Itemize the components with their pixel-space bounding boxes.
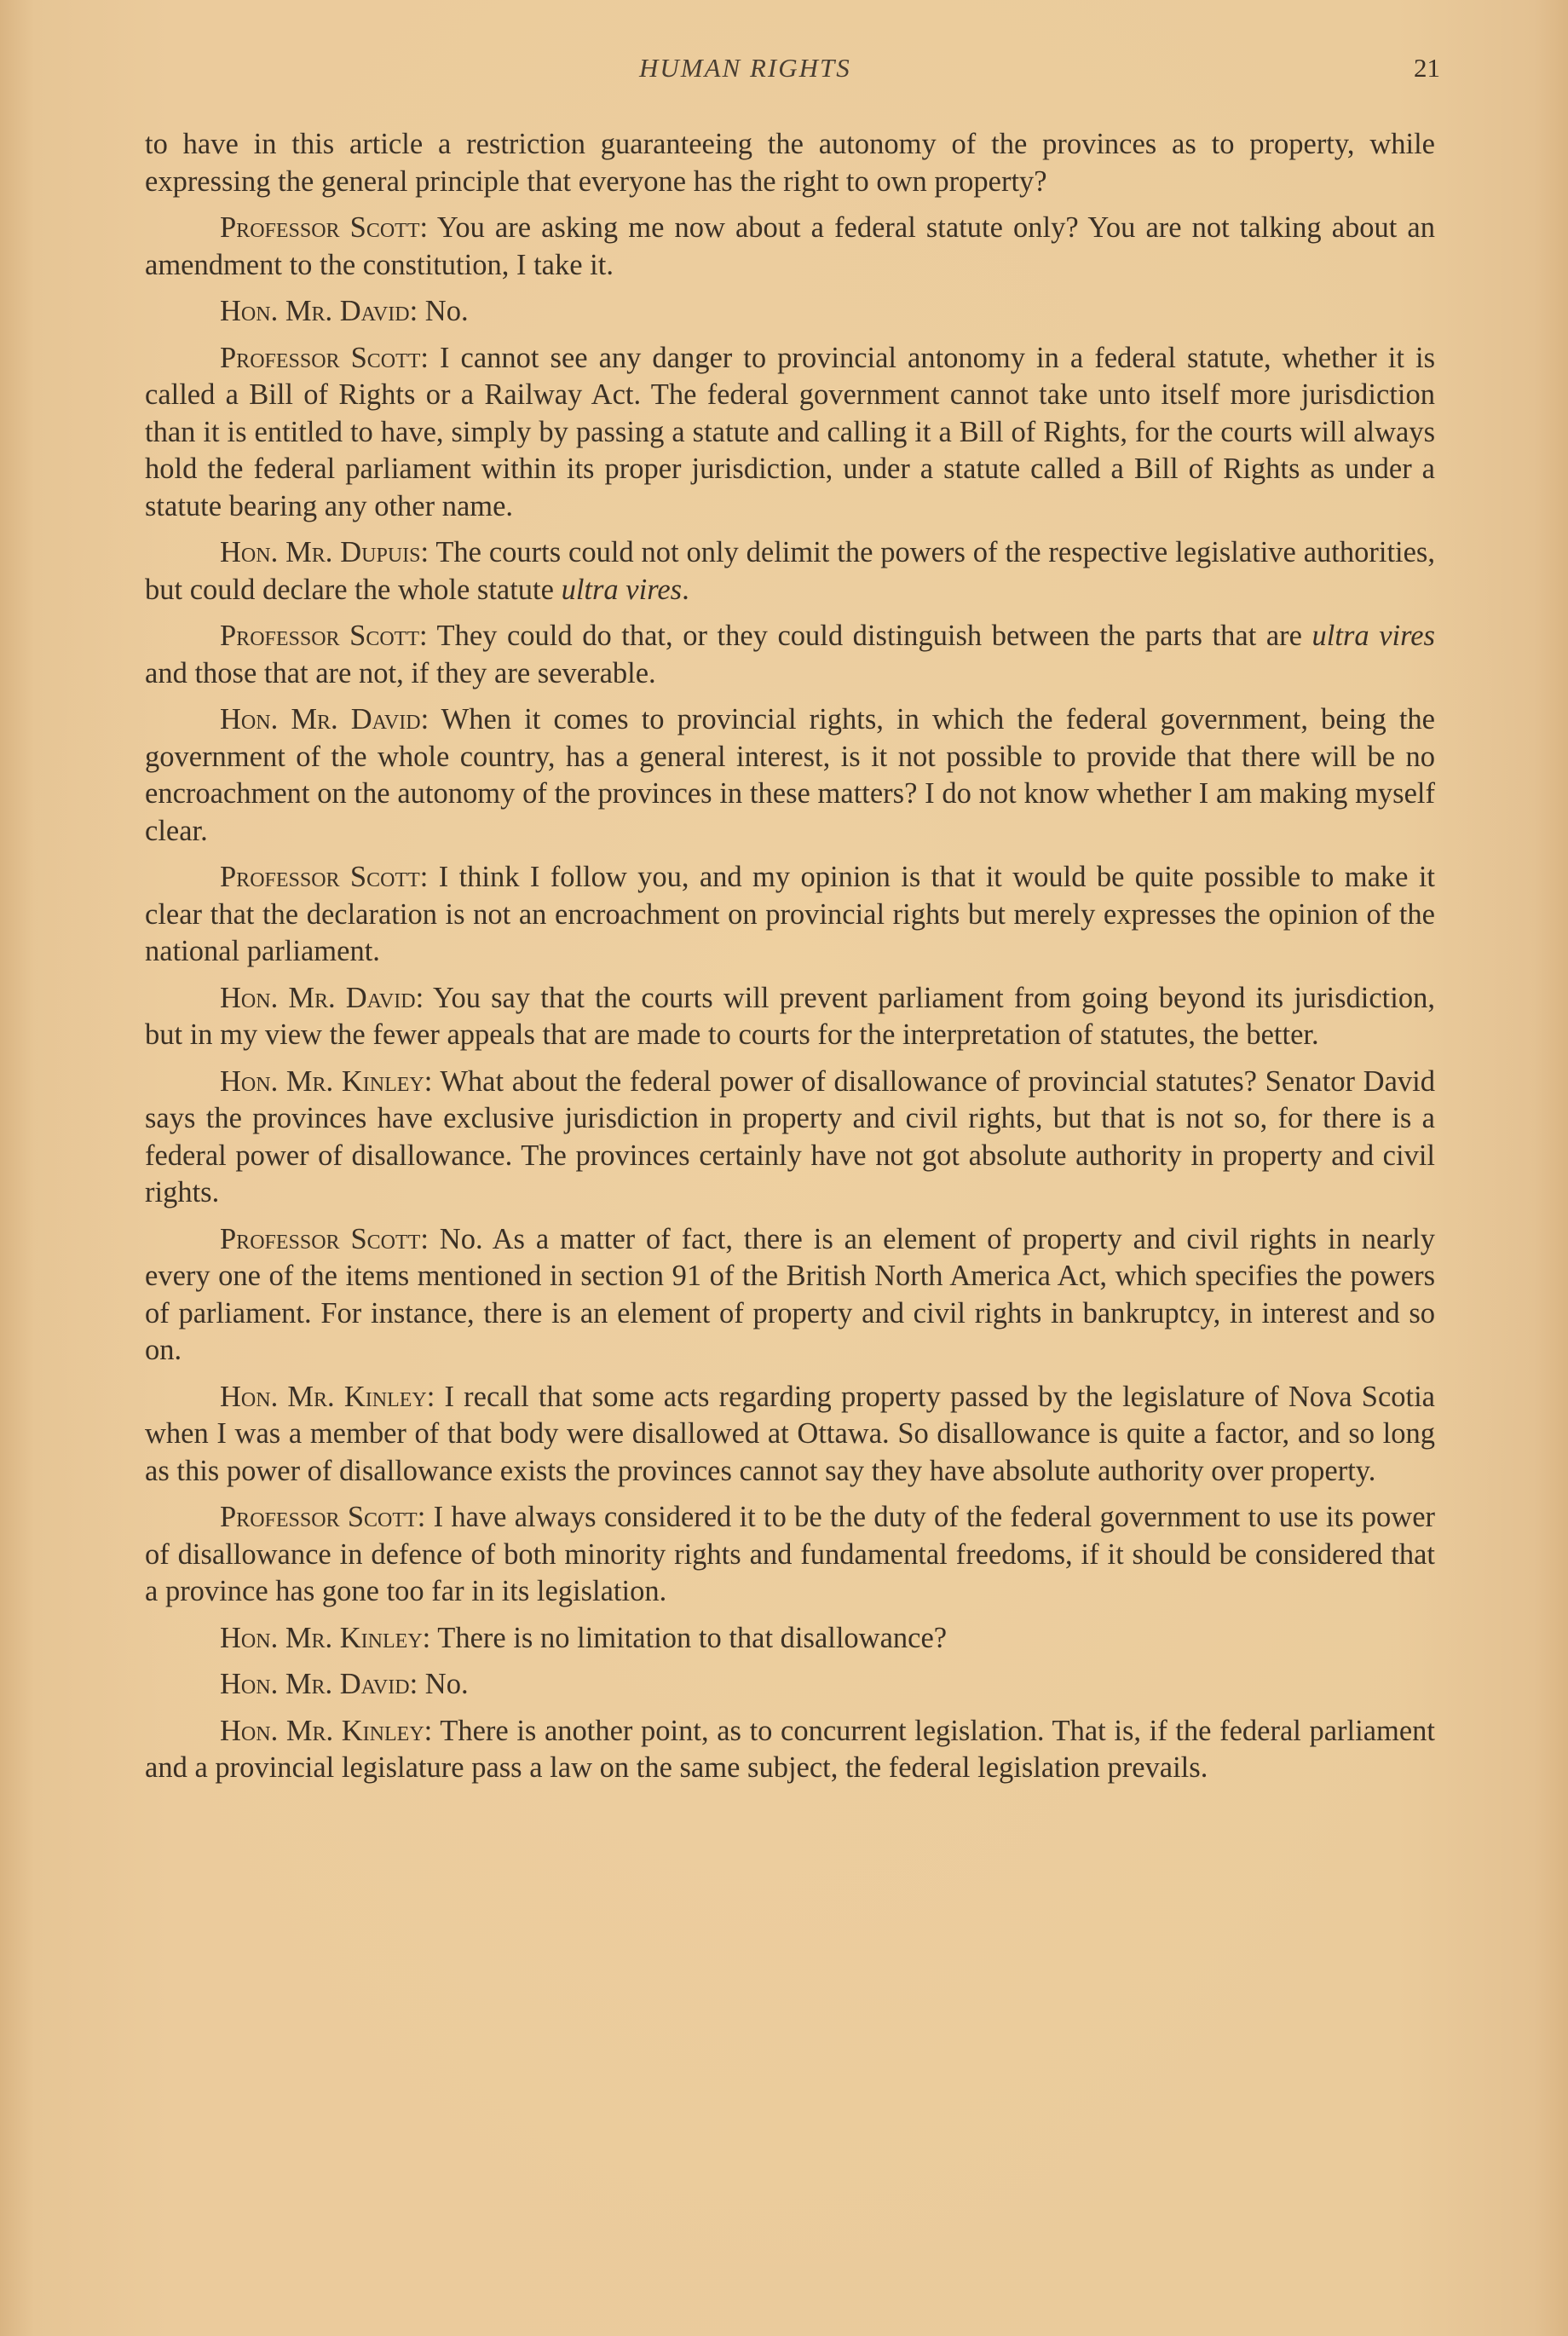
paragraph	[145, 293, 1435, 331]
paragraph-text: I cannot see any danger to provincial antonomy in a federal statute, whether it is called a Bill of Rights or a Railway Act. The federal government cannot take unto itself more jurisdiction than it is entitled to have, simply by passing a statute and calling it a Bill of Rights, for the courts will always hold the federal parliament within its proper jurisdiction, under a statute called a Bill of Rights as under a statute bearing any other name.	[145, 341, 1435, 522]
paragraph	[145, 1499, 1435, 1611]
paragraph-text: You say that the courts will prevent parliament from going beyond its jurisdiction, but in my view the fewer appeals that are made to courts for the interpretation of statutes, the better.	[145, 981, 1435, 1051]
running-title: HUMAN RIGHTS	[639, 53, 851, 83]
paragraph-text: to have in this article a restriction guaranteeing the autonomy of the provinces as to property, while expressing the general principle that everyone has the right to own property?	[145, 128, 1435, 198]
speaker-name: Hon. Mr. David:	[220, 981, 424, 1014]
speaker-name: Professor Scott:	[220, 620, 428, 652]
speaker-name: Hon. Mr. Kinley:	[220, 1380, 435, 1413]
paragraph-text: When it comes to provincial rights, in which the federal government, being the government of the whole country, has a general interest, is it not possible to provide that there will be no encroachment on the autonomy of the provinces in these matters? I do not know whether I am making myself clear.	[145, 703, 1435, 847]
page-number: 21	[1414, 53, 1440, 83]
italic-term: ultra vires	[561, 573, 683, 606]
paragraph	[145, 340, 1435, 526]
speaker-name: Professor Scott:	[220, 211, 429, 244]
speaker-name: Professor Scott:	[220, 1222, 429, 1255]
paragraph	[145, 701, 1435, 850]
speaker-name: Professor Scott:	[220, 861, 429, 893]
paragraph	[145, 859, 1435, 971]
paragraph-text: I recall that some acts regarding property passed by the legislature of Nova Scotia when I was a member of that body were disallowed at Ottawa. So disallowance is quite a factor, and so long as this power of disallowance exists the provinces cannot say they have absolute authority over property.	[145, 1380, 1435, 1487]
paragraph	[145, 618, 1435, 692]
paragraph	[145, 1379, 1435, 1491]
speaker-name: Professor Scott:	[220, 1501, 426, 1533]
paragraph	[145, 1713, 1435, 1787]
paragraph	[145, 1221, 1435, 1370]
paragraph-text: No. As a matter of fact, there is an element of property and civil rights in nearly every one of the items mentioned in section 91 of the British North America Act, which specifies the powers of parliament. For instance, there is an element of property and civil rights in bankruptcy, in interest and so on.	[145, 1222, 1435, 1366]
paragraph	[145, 534, 1435, 609]
speaker-name: Hon. Mr. David:	[220, 1668, 418, 1700]
paragraph-text: I think I follow you, and my opinion is that it would be quite possible to make it clear that the declaration is not an encroachment on provincial rights but merely expresses the opinion of the national parliament.	[145, 861, 1435, 967]
speaker-name: Professor Scott:	[220, 341, 429, 374]
paragraph-text: You are asking me now about a federal statute only? You are not talking about an amendment to the constitution, I take it.	[145, 211, 1435, 281]
paragraph	[145, 210, 1435, 284]
speaker-name: Hon. Mr. Dupuis:	[220, 536, 429, 568]
page-header	[145, 53, 1440, 95]
speaker-name: Hon. Mr. David:	[220, 295, 418, 327]
paragraph-text: There is another point, as to concurrent legislation. That is, if the federal parliament and a provincial legislature pass a law on the same subject, the federal legislation prevails.	[145, 1714, 1435, 1784]
paragraph-text: No.	[418, 295, 469, 327]
paragraph-text: No.	[418, 1668, 469, 1700]
paragraph	[145, 980, 1435, 1054]
paragraph-text: The courts could not only delimit the powers of the respective legislative authorities, but could declare the whole statute	[145, 536, 1435, 606]
paragraph-text: There is no limitation to that disallowance?	[430, 1621, 948, 1654]
paragraph	[145, 126, 1435, 200]
italic-term: ultra vires	[1311, 620, 1435, 652]
paragraph-text: They could do that, or they could distinguish between the parts that are	[427, 620, 1312, 652]
paragraph-text: I have always considered it to be the duty of the federal government to use its power of disallowance in defence of both minority rights and fundamental freedoms, if it should be considered that a province has gone too far in its legislation.	[145, 1501, 1435, 1607]
paragraph	[145, 1064, 1435, 1212]
paragraph-text: and those that are not, if they are severable.	[145, 656, 656, 689]
speaker-name: Hon. Mr. Kinley:	[220, 1621, 431, 1654]
paragraph	[145, 1620, 1435, 1658]
paragraph	[145, 1666, 1435, 1704]
paragraph-text: .	[682, 573, 689, 606]
speaker-name: Hon. Mr. Kinley:	[220, 1064, 433, 1098]
paragraph-text: What about the federal power of disallowance of provincial statutes? Senator David says the provinces have exclusive jurisdiction in property and civil rights, but that is not so, for there is a federal power of disallowance. The provinces certainly have not got absolute authority in property and civil rights.	[145, 1064, 1435, 1208]
speaker-name: Hon. Mr. Kinley:	[220, 1714, 433, 1747]
body-text	[145, 126, 1435, 1797]
speaker-name: Hon. Mr. David:	[220, 703, 429, 735]
